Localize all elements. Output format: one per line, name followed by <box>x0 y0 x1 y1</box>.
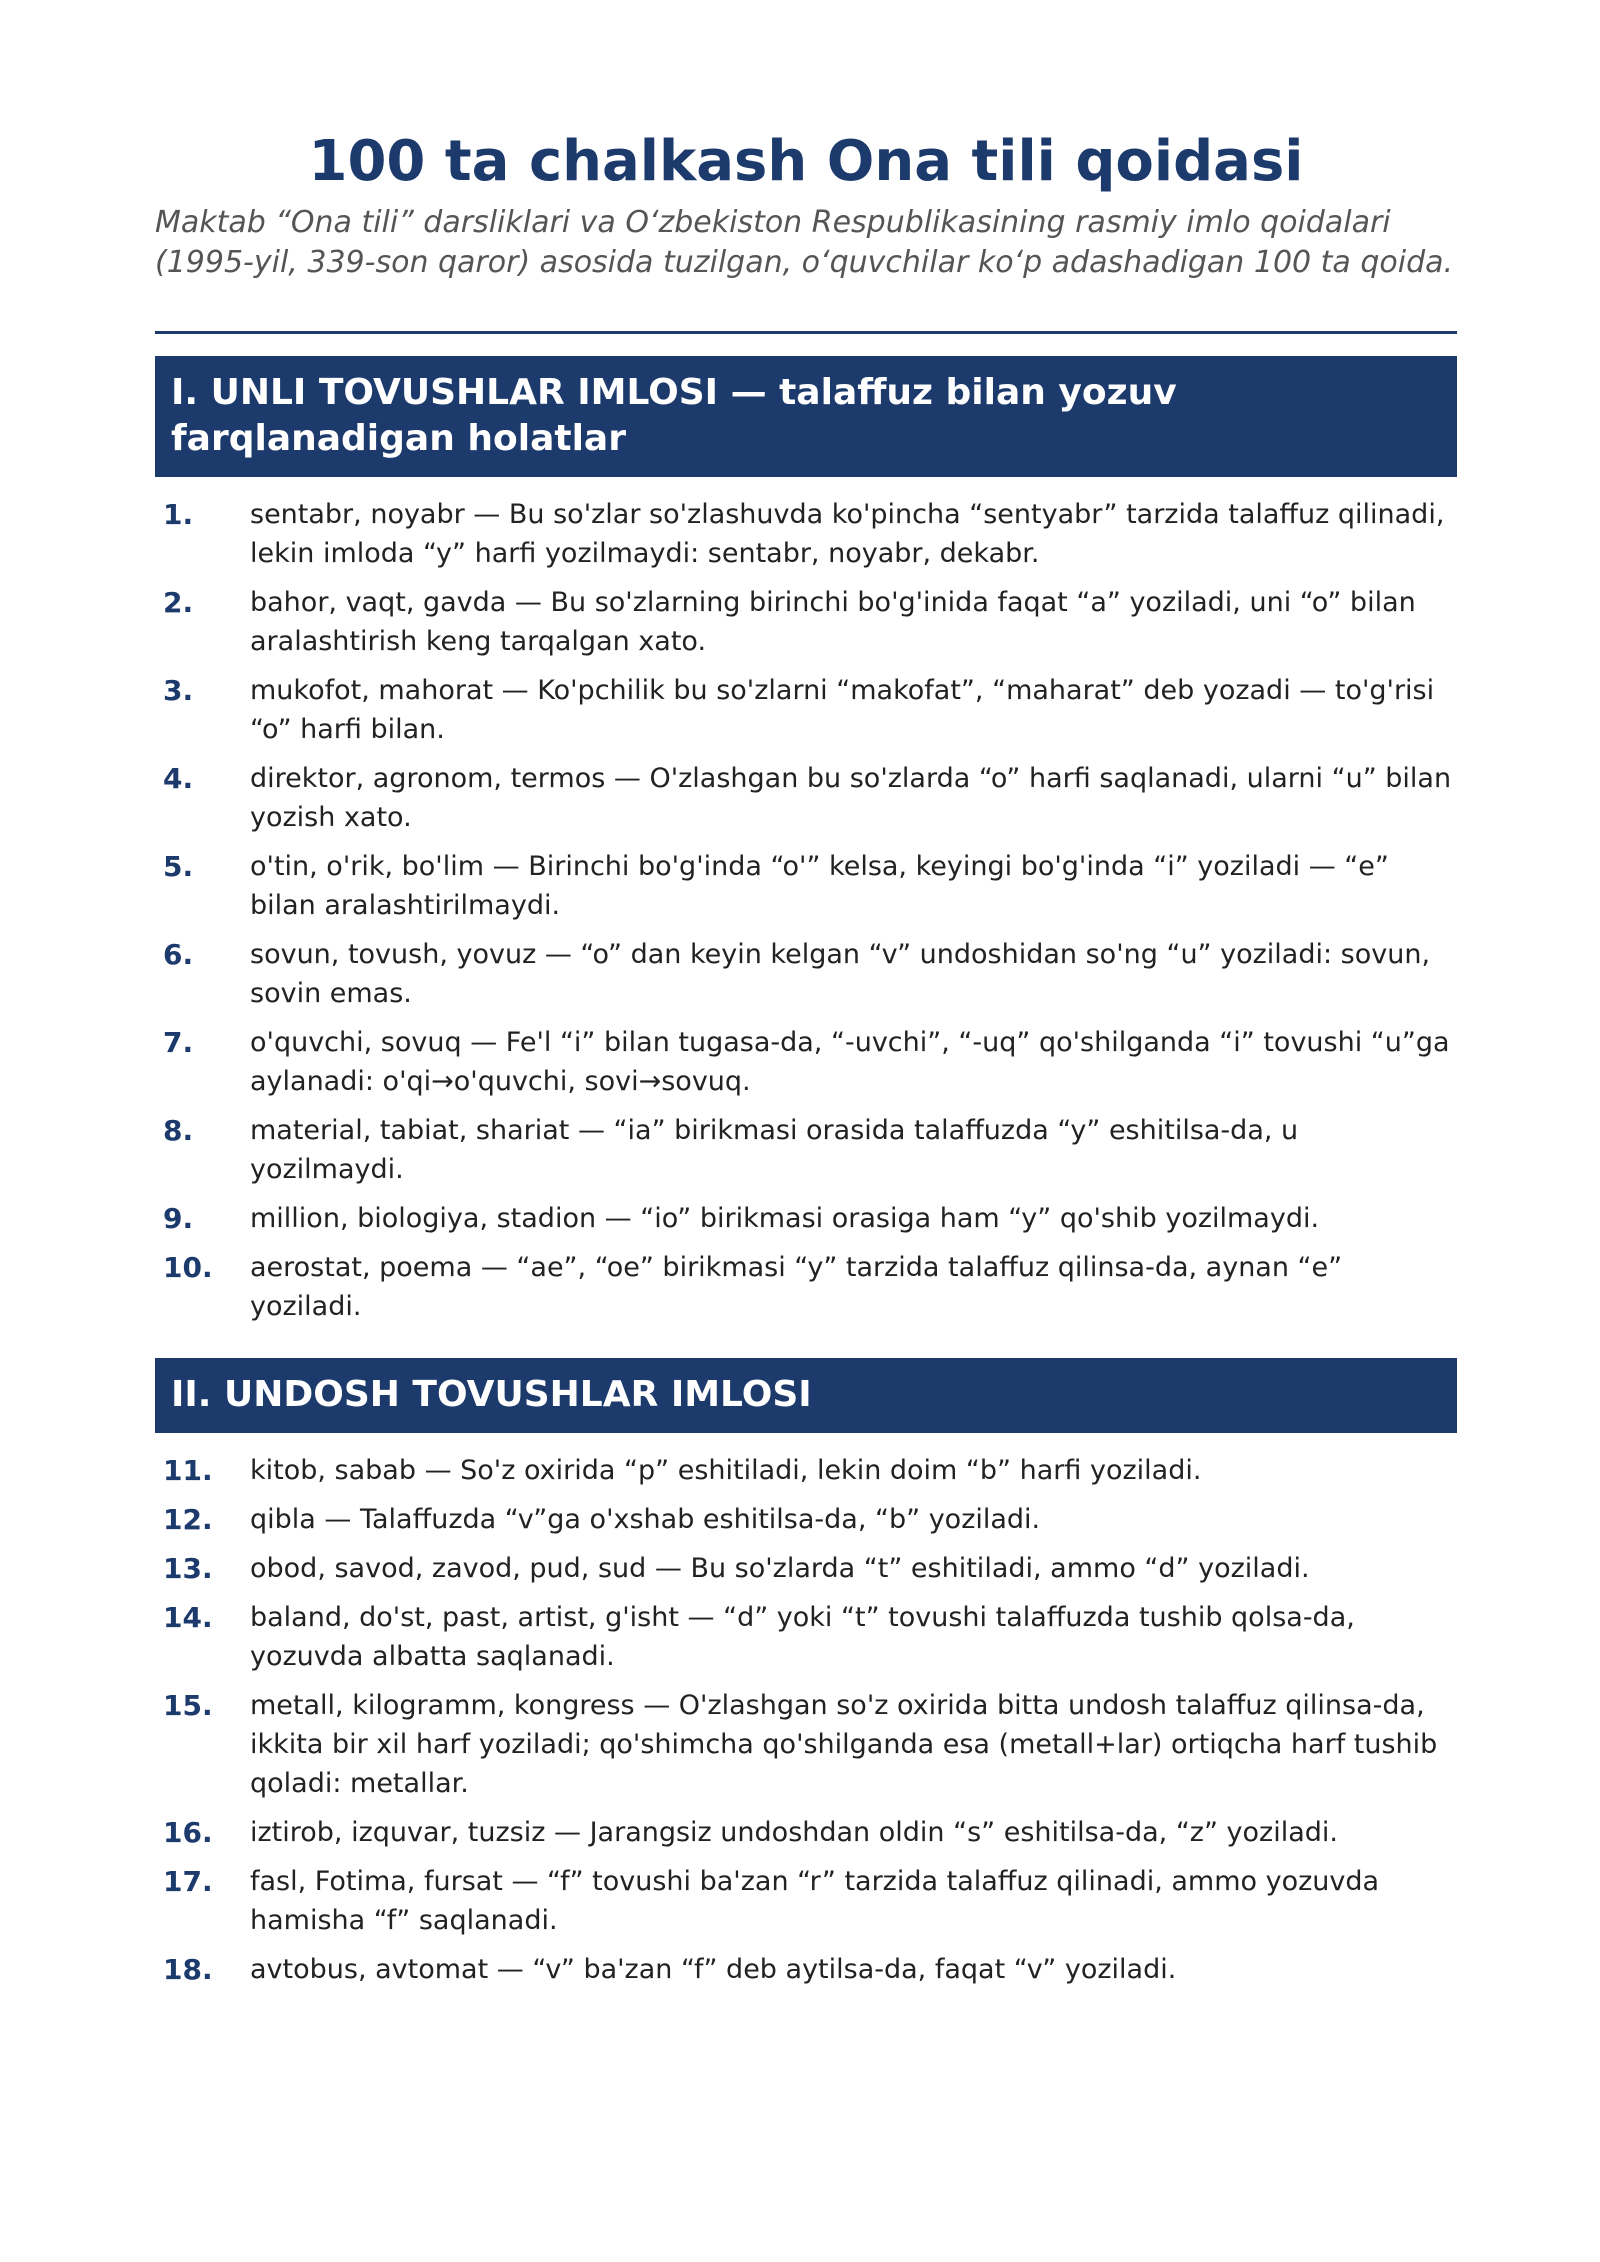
rule-text: iztirob, izquvar, tuzsiz — Jarangsiz undoshdan oldin “s” eshitilsa-da, “z” yoziladi. <box>250 1817 1338 1849</box>
section <box>155 356 1457 1326</box>
rule-text: material, tabiat, shariat — “ia” birikmasi orasida talaffuzda “y” eshitilsa-da, u yozilmaydi. <box>250 1115 1299 1186</box>
rule-number: 13. <box>163 1552 213 1586</box>
rule-item <box>155 1248 1457 1326</box>
rule-item <box>155 671 1457 749</box>
rule-text: million, biologiya, stadion — “io” birikmasi orasiga ham “y” qo'shib yozilmaydi. <box>250 1203 1320 1235</box>
rule-text: sentabr, noyabr — Bu so'zlar so'zlashuvda ko'pincha “sentyabr” tarzida talaffuz qilinadi, lekin imloda “y” harfi yozilmaydi: sentabr, noyabr, dekabr. <box>250 499 1445 570</box>
rule-item <box>155 1023 1457 1101</box>
rule-text: sovun, tovush, yovuz — “o” dan keyin kelgan “v” undoshidan so'ng “u” yoziladi: sovun, sovin emas. <box>250 939 1431 1010</box>
rule-item <box>155 1598 1457 1676</box>
rule-number: 12. <box>163 1503 213 1537</box>
rule-text: o'tin, o'rik, bo'lim — Birinchi bo'g'inda “o'” kelsa, keyingi bo'g'inda “i” yoziladi — “e” bilan aralashtirilmaydi. <box>250 851 1389 922</box>
section <box>155 1358 1457 1989</box>
rule-item <box>155 759 1457 837</box>
title-divider <box>155 331 1457 334</box>
rule-item <box>155 1111 1457 1189</box>
rule-number: 18. <box>163 1953 213 1987</box>
rule-number: 3. <box>163 674 194 708</box>
section-header: I. UNLI TOVUSHLAR IMLOSI — talaffuz bilan yozuv farqlanadigan holatlar <box>155 356 1457 477</box>
rule-item <box>155 495 1457 573</box>
rule-number: 9. <box>163 1202 194 1236</box>
rule-text: metall, kilogramm, kongress — O'zlashgan so'z oxirida bitta undosh talaffuz qilinsa-da, ikkita bir xil harf yoziladi; qo'shimcha qo'shilganda esa (metall+lar) ortiqcha harf tushib qoladi: metallar. <box>250 1690 1438 1800</box>
rule-text: avtobus, avtomat — “v” ba'zan “f” deb aytilsa-da, faqat “v” yoziladi. <box>250 1954 1177 1986</box>
rule-item <box>155 1451 1457 1490</box>
rule-text: kitob, sabab — So'z oxirida “p” eshitiladi, lekin doim “b” harfi yoziladi. <box>250 1455 1202 1487</box>
rule-text: bahor, vaqt, gavda — Bu so'zlarning birinchi bo'g'inida faqat “a” yoziladi, uni “o” bilan aralashtirish keng tarqalgan xato. <box>250 587 1416 658</box>
rule-number: 6. <box>163 938 194 972</box>
rule-item <box>155 935 1457 1013</box>
page-subtitle: Maktab “Ona tili” darsliklari va O‘zbekiston Respublikasining rasmiy imlo qoidalari (1995-yil, 339-son qaror) asosida tuzilgan, o‘quvchilar ko‘p adashadigan 100 ta qoida. <box>155 205 1454 281</box>
sections-container <box>155 356 1457 1989</box>
rule-number: 4. <box>163 762 194 796</box>
rule-number: 15. <box>163 1689 213 1723</box>
rule-number: 1. <box>163 498 194 532</box>
rule-text: mukofot, mahorat — Ko'pchilik bu so'zlarni “makofat”, “maharat” deb yozadi — to'g'risi “o” harfi bilan. <box>250 675 1435 746</box>
rule-text: o'quvchi, sovuq — Fe'l “i” bilan tugasa-da, “-uvchi”, “-uq” qo'shilganda “i” tovushi “u”ga aylanadi: o'qi→o'quvchi, sovi→sovuq. <box>250 1027 1450 1098</box>
rule-number: 11. <box>163 1454 213 1488</box>
rule-text: fasl, Fotima, fursat — “f” tovushi ba'zan “r” tarzida talaffuz qilinadi, ammo yozuvda hamisha “f” saqlanadi. <box>250 1866 1380 1937</box>
rules-list <box>155 495 1457 1326</box>
section-header: II. UNDOSH TOVUSHLAR IMLOSI <box>155 1358 1457 1433</box>
rule-number: 16. <box>163 1816 213 1850</box>
rule-text: obod, savod, zavod, pud, sud — Bu so'zlarda “t” eshitiladi, ammo “d” yoziladi. <box>250 1553 1310 1585</box>
rule-item <box>155 1862 1457 1940</box>
rule-item <box>155 1500 1457 1539</box>
page-title: 100 ta chalkash Ona tili qoidasi <box>308 129 1304 194</box>
rule-text: direktor, agronom, termos — O'zlashgan bu so'zlarda “o” harfi saqlanadi, ularni “u” bilan yozish xato. <box>250 763 1452 834</box>
rule-number: 7. <box>163 1026 194 1060</box>
rule-item <box>155 1813 1457 1852</box>
rule-item <box>155 583 1457 661</box>
rule-item <box>155 1199 1457 1238</box>
rule-number: 17. <box>163 1865 213 1899</box>
rule-number: 5. <box>163 850 194 884</box>
rule-item <box>155 1686 1457 1803</box>
rule-number: 10. <box>163 1251 213 1285</box>
rule-item <box>155 847 1457 925</box>
rule-item <box>155 1549 1457 1588</box>
rule-text: qibla — Talaffuzda “v”ga o'xshab eshitilsa-da, “b” yoziladi. <box>250 1504 1041 1536</box>
rule-number: 14. <box>163 1601 213 1635</box>
rule-text: baland, do'st, past, artist, g'isht — “d” yoki “t” tovushi talaffuzda tushib qolsa-da, yozuvda albatta saqlanadi. <box>250 1602 1355 1673</box>
rules-list <box>155 1451 1457 1989</box>
rule-text: aerostat, poema — “ae”, “oe” birikmasi “y” tarzida talaffuz qilinsa-da, aynan “e” yoziladi. <box>250 1252 1343 1323</box>
document-page <box>155 128 1457 1999</box>
rule-number: 8. <box>163 1114 194 1148</box>
rule-number: 2. <box>163 586 194 620</box>
rule-item <box>155 1950 1457 1989</box>
